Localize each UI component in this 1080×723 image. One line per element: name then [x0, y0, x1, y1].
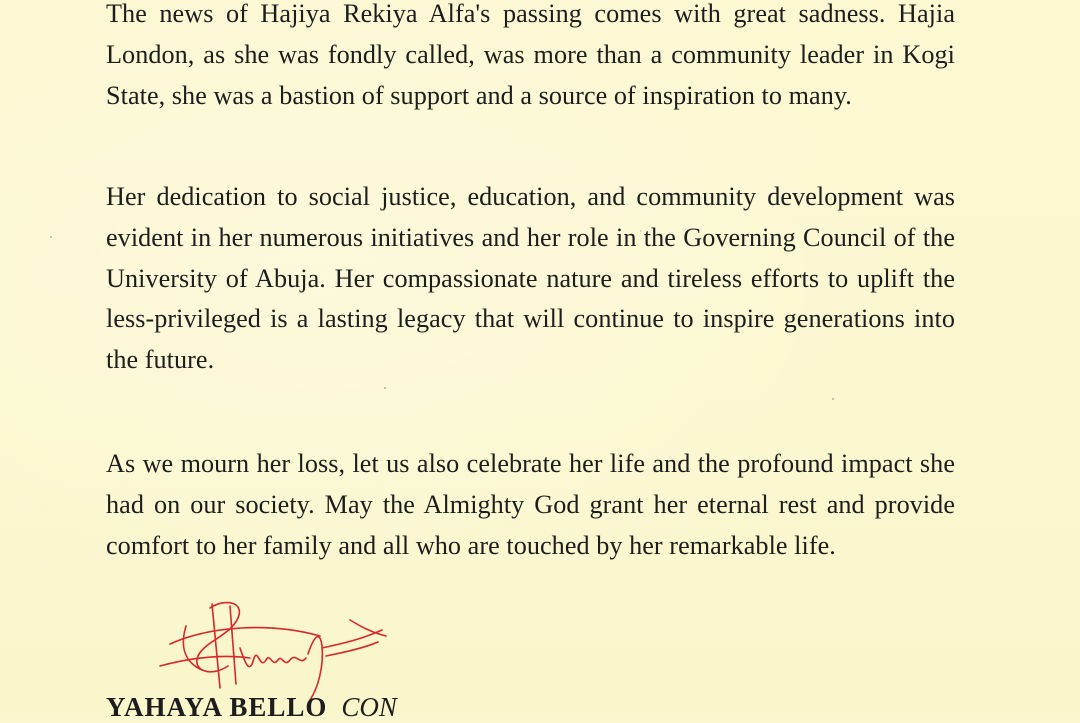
paper-speck: [832, 398, 834, 400]
signatory-honor: CON: [341, 692, 397, 722]
signatory-block: [106, 692, 397, 723]
paragraph-condolence: The news of Hajiya Rekiya Alfa's passing comes with great sadness. Hajia London, as she was fondly called, was more than a community leader in Kogi State, she was a bastion of support and a source of inspiration to many.: [106, 0, 955, 110]
paragraph-prayer: As we mourn her loss, let us also celebrate her life and the profound impact she had on our society. May the Almighty God grant her eternal rest and provide comfort to her family and all who are touched by her remarkable life.: [106, 449, 955, 560]
paper-speck: [50, 236, 52, 238]
signatory-name: YAHAYA BELLO: [106, 692, 328, 722]
handwritten-signature: [150, 596, 390, 706]
paragraph-legacy: Her dedication to social justice, education, and community development was evident in her numerous initiatives and her role in the Governing Council of the University of Abuja. Her compassionate nature and tireless efforts to uplift the less-privileged is a lasting legacy that will continue to inspire generations into the future.: [106, 182, 955, 375]
paper-speck: [384, 387, 386, 389]
